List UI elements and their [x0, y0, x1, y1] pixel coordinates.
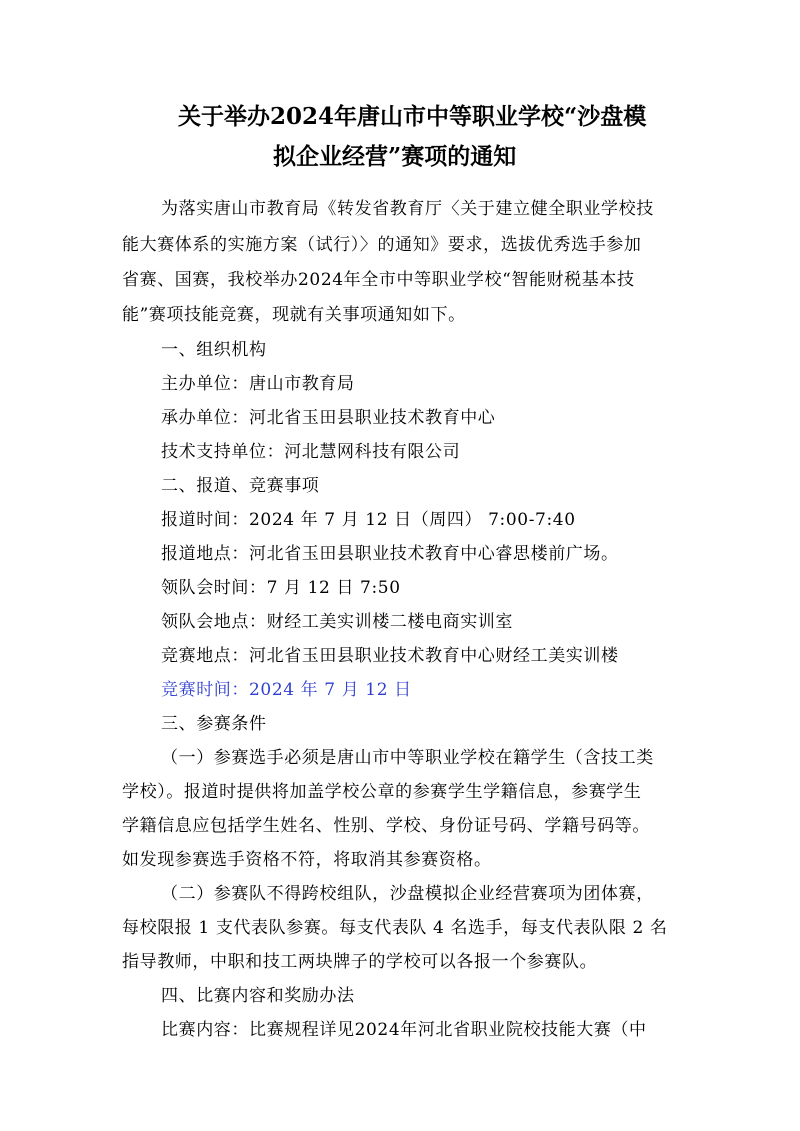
host-line: 承办单位：河北省玉田县职业技术教育中心: [161, 408, 496, 428]
meeting-time-line: 领队会时间：7 月 12 日 7:50: [161, 578, 401, 598]
intro-line-4: 能”赛项技能竞赛，现就有关事项通知如下。: [122, 305, 466, 325]
document-title-line-2: 拟企业经营”赛项的通知: [273, 143, 517, 170]
eligibility-line-2: 学校）。报道时提供将加盖学校公章的参赛学生学籍信息，参赛学生: [122, 782, 642, 802]
eligibility-line-3: 学籍信息应包括学生姓名、性别、学校、身份证号码、学籍号码等。: [122, 816, 650, 836]
checkin-time-line: 报道时间：2024 年 7 月 12 日（周四） 7:00-7:40: [161, 510, 576, 530]
checkin-location-line: 报道地点：河北省玉田县职业技术教育中心睿思楼前广场。: [161, 544, 619, 564]
support-line: 技术支持单位：河北慧网科技有限公司: [161, 442, 461, 462]
section-heading-3: 三、参赛条件: [161, 714, 267, 734]
competition-time-line: 竞赛时间：2024 年 7 月 12 日: [161, 680, 412, 700]
organizer-line: 主办单位：唐山市教育局: [161, 374, 355, 394]
section-heading-4: 四、比赛内容和奖励办法: [161, 986, 355, 1006]
eligibility-line-4: 如发现参赛选手资格不符，将取消其参赛资格。: [122, 850, 492, 870]
section-heading-2: 二、报道、竞赛事项: [161, 476, 320, 496]
team-rule-line-2: 每校限报 1 支代表队参赛。每支代表队 4 名选手，每支代表队限 2 名: [122, 918, 668, 938]
document-title-line-1: 关于举办2024年唐山市中等职业学校“沙盘模: [178, 103, 647, 130]
section-heading-1: 一、组织机构: [161, 340, 267, 360]
team-rule-line-1: （二）参赛队不得跨校组队，沙盘模拟企业经营赛项为团体赛，: [161, 884, 654, 904]
competition-location-line: 竞赛地点：河北省玉田县职业技术教育中心财经工美实训楼: [161, 646, 619, 666]
eligibility-line-1: （一）参赛选手必须是唐山市中等职业学校在籍学生（含技工类: [161, 748, 654, 768]
team-rule-line-3: 指导教师，中职和技工两块牌子的学校可以各报一个参赛队。: [122, 952, 598, 972]
intro-line-2: 能大赛体系的实施方案（试行）〉的通知》要求，选拔优秀选手参加: [122, 235, 642, 255]
contest-content-line: 比赛内容：比赛规程详见2024年河北省职业院校技能大赛（中: [161, 1020, 647, 1040]
meeting-location-line: 领队会地点：财经工美实训楼二楼电商实训室: [161, 612, 513, 632]
intro-line-1: 为落实唐山市教育局《转发省教育厅〈关于建立健全职业学校技: [161, 199, 654, 219]
intro-line-3: 省赛、国赛，我校举办2024年全市中等职业学校“智能财税基本技: [122, 270, 635, 290]
